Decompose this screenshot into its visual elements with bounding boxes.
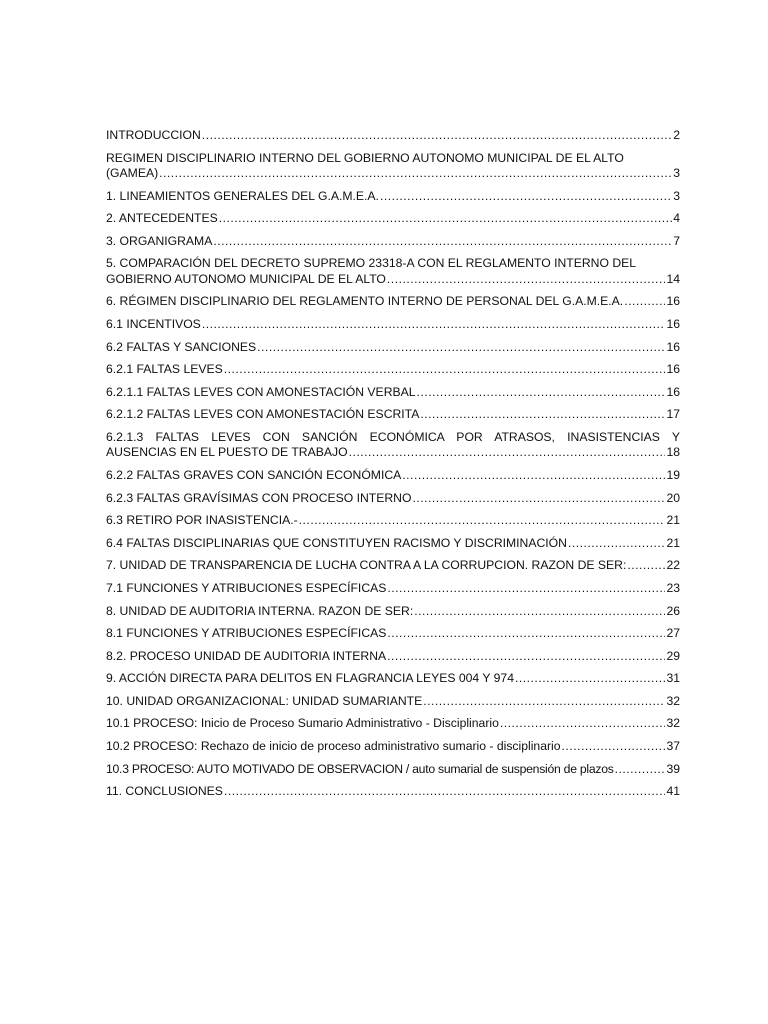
toc-entry-organigrama[interactable] xyxy=(106,234,680,249)
toc-entry-page: 4 xyxy=(673,211,680,226)
toc-entry-sancion-economica-atrasos[interactable] xyxy=(106,430,680,461)
toc-entry-conclusiones[interactable] xyxy=(106,784,680,799)
toc-entry-title: 1. LINEAMIENTOS GENERALES DEL G.A.M.E.A. xyxy=(106,188,379,203)
toc-entry-page: 32 xyxy=(666,716,680,731)
toc-entry-page: 22 xyxy=(666,558,680,573)
toc-entry-regimen-reglamento[interactable] xyxy=(106,294,680,309)
toc-entry-amonestacion-escrita[interactable] xyxy=(106,407,680,422)
toc-entry-page: 2 xyxy=(673,128,680,142)
toc-entry-title: 6.2.1.1 FALTAS LEVES CON AMONESTACIÓN VERBAL xyxy=(106,384,416,399)
toc-entry-amonestacion-verbal[interactable] xyxy=(106,385,680,400)
dot-leader xyxy=(500,716,666,731)
toc-entry-title: 6.2.2 FALTAS GRAVES CON SANCIÓN ECONÓMICA xyxy=(106,467,402,482)
dot-leader xyxy=(224,362,666,377)
dot-leader xyxy=(414,604,665,619)
toc-entry-title: 9. ACCIÓN DIRECTA PARA DELITOS EN FLAGRANCIA LEYES 004 Y 974 xyxy=(106,671,514,686)
toc-entry-page: 16 xyxy=(666,362,680,377)
toc-entry-faltas-gravisimas[interactable] xyxy=(106,491,680,506)
toc-entry-auditoria-interna[interactable] xyxy=(106,604,680,619)
toc-entry-title: 10.1 PROCESO: Inicio de Proceso Sumario Administrativo - Disciplinario xyxy=(106,716,499,731)
toc-entry-faltas-graves[interactable] xyxy=(106,468,680,483)
table-of-contents xyxy=(106,128,680,807)
dot-leader xyxy=(387,626,665,641)
toc-entry-introduccion[interactable] xyxy=(106,128,680,143)
dot-leader xyxy=(420,407,665,422)
toc-entry-page: 16 xyxy=(666,294,680,309)
dot-leader xyxy=(387,649,665,664)
dot-leader xyxy=(402,468,665,483)
toc-entry-faltas-leves[interactable] xyxy=(106,362,680,377)
toc-entry-proceso-10-2[interactable] xyxy=(106,739,680,754)
toc-entry-title: 7.1 FUNCIONES Y ATRIBUCIONES ESPECÍFICAS xyxy=(106,580,387,595)
toc-entry-title: INTRODUCCION xyxy=(106,128,201,142)
dot-leader xyxy=(219,211,672,226)
toc-entry-title: 8.1 FUNCIONES Y ATRIBUCIONES ESPECÍFICAS xyxy=(106,626,387,641)
toc-entry-title: 10.2 PROCESO: Rechazo de inicio de proceso administrativo sumario - disciplinario xyxy=(106,739,561,754)
dot-leader xyxy=(299,513,666,528)
toc-entry-title: 11. CONCLUSIONES xyxy=(106,784,223,799)
dot-leader xyxy=(257,340,665,355)
toc-entry-proceso-10-3[interactable] xyxy=(106,762,680,777)
toc-entry-page: 18 xyxy=(666,445,680,460)
toc-entry-page: 41 xyxy=(666,784,680,799)
toc-entry-racismo-discriminacion[interactable] xyxy=(106,536,680,551)
dot-leader xyxy=(615,762,666,777)
toc-entry-page: 31 xyxy=(666,671,680,686)
toc-entry-page: 32 xyxy=(666,693,680,708)
toc-entry-page: 16 xyxy=(666,384,680,399)
dot-leader xyxy=(568,536,665,551)
toc-entry-page: 7 xyxy=(673,233,680,248)
toc-entry-title: 6.2.1.2 FALTAS LEVES CON AMONESTACIÓN ESCRITA xyxy=(106,407,420,422)
toc-entry-page: 3 xyxy=(673,188,680,203)
toc-entry-page: 14 xyxy=(666,271,680,286)
toc-entry-title: 6.4 FALTAS DISCIPLINARIAS QUE CONSTITUYEN RACISMO Y DISCRIMINACIÓN xyxy=(106,535,567,550)
dot-leader xyxy=(417,385,666,400)
toc-entry-comparacion-decreto[interactable] xyxy=(106,256,680,287)
dot-leader xyxy=(627,558,665,573)
dot-leader xyxy=(412,491,665,506)
toc-entry-title: AUSENCIAS EN EL PUESTO DE TRABAJO xyxy=(106,445,348,460)
toc-entry-proceso-auditoria[interactable] xyxy=(106,649,680,664)
toc-entry-retiro-inasistencia[interactable] xyxy=(106,513,680,528)
toc-entry-proceso-10-1[interactable] xyxy=(106,716,680,731)
toc-entry-title: 6.1 INCENTIVOS xyxy=(106,316,201,331)
toc-entry-title: 6.3 RETIRO POR INASISTENCIA.- xyxy=(106,513,298,528)
toc-entry-title: 10. UNIDAD ORGANIZACIONAL: UNIDAD SUMARIANTE xyxy=(106,693,423,708)
toc-entry-title: 3. ORGANIGRAMA xyxy=(106,233,213,248)
toc-entry-title: 10.3 PROCESO: AUTO MOTIVADO DE OBSERVACION / auto sumarial de suspensión de plazos xyxy=(106,761,614,776)
dot-leader xyxy=(380,189,672,204)
toc-entry-title-line1: 6.2.1.3 FALTAS LEVES CON SANCIÓN ECONÓMICA POR ATRASOS, INASISTENCIAS Y xyxy=(106,429,680,444)
toc-entry-lineamientos[interactable] xyxy=(106,189,680,204)
toc-entry-funciones-7-1[interactable] xyxy=(106,581,680,596)
toc-entry-page: 21 xyxy=(666,535,680,550)
dot-leader xyxy=(624,294,665,309)
toc-entry-page: 16 xyxy=(666,339,680,354)
toc-entry-title: 2. ANTECEDENTES xyxy=(106,211,218,226)
toc-entry-page: 17 xyxy=(666,407,680,422)
toc-entry-page: 29 xyxy=(666,648,680,663)
dot-leader xyxy=(562,739,666,754)
dot-leader xyxy=(224,784,665,799)
dot-leader xyxy=(159,166,672,181)
toc-entry-accion-directa[interactable] xyxy=(106,671,680,686)
toc-entry-page: 3 xyxy=(673,166,680,180)
toc-entry-page: 20 xyxy=(666,490,680,505)
toc-entry-page: 16 xyxy=(666,316,680,331)
dot-leader xyxy=(387,581,665,596)
toc-entry-title: 6.2.1 FALTAS LEVES xyxy=(106,362,223,377)
dot-leader xyxy=(515,671,665,686)
toc-entry-funciones-8-1[interactable] xyxy=(106,626,680,641)
toc-entry-title: 6. RÉGIMEN DISCIPLINARIO DEL REGLAMENTO INTERNO DE PERSONAL DEL G.A.M.E.A. xyxy=(106,294,624,309)
toc-entry-page: 21 xyxy=(666,513,680,528)
toc-entry-page: 23 xyxy=(666,580,680,595)
toc-entry-page: 27 xyxy=(666,626,680,641)
toc-entry-faltas-sanciones[interactable] xyxy=(106,340,680,355)
dot-leader xyxy=(202,128,672,143)
dot-leader xyxy=(423,694,665,709)
toc-entry-page: 19 xyxy=(666,467,680,482)
toc-entry-antecedentes[interactable] xyxy=(106,211,680,226)
toc-entry-regimen-disciplinario[interactable] xyxy=(106,151,680,182)
dot-leader xyxy=(202,317,666,332)
toc-entry-page: 26 xyxy=(666,603,680,618)
toc-entry-title-line1: REGIMEN DISCIPLINARIO INTERNO DEL GOBIERNO AUTONOMO MUNICIPAL DE EL ALTO xyxy=(106,150,624,165)
toc-entry-unidad-transparencia[interactable] xyxy=(106,558,680,573)
toc-entry-unidad-sumariante[interactable] xyxy=(106,694,680,709)
toc-entry-title: 7. UNIDAD DE TRANSPARENCIA DE LUCHA CONTRA A LA CORRUPCION. RAZON DE SER: xyxy=(106,558,627,573)
toc-entry-title: 8.2. PROCESO UNIDAD DE AUDITORIA INTERNA xyxy=(106,648,387,663)
toc-entry-title: 6.2.3 FALTAS GRAVÍSIMAS CON PROCESO INTERNO xyxy=(106,490,412,505)
toc-entry-title: 6.2 FALTAS Y SANCIONES xyxy=(106,339,257,354)
toc-entry-title: GOBIERNO AUTONOMO MUNICIPAL DE EL ALTO xyxy=(106,271,386,286)
toc-entry-page: 37 xyxy=(666,739,680,754)
dot-leader xyxy=(213,234,672,249)
toc-entry-title: 8. UNIDAD DE AUDITORIA INTERNA. RAZON DE SER: xyxy=(106,603,414,618)
toc-entry-title: (GAMEA) xyxy=(106,166,159,180)
dot-leader xyxy=(349,445,666,460)
dot-leader xyxy=(387,272,666,287)
toc-entry-page: 39 xyxy=(666,761,680,776)
toc-entry-incentivos[interactable] xyxy=(106,317,680,332)
toc-entry-title-line1: 5. COMPARACIÓN DEL DECRETO SUPREMO 23318-A CON EL REGLAMENTO INTERNO DEL xyxy=(106,256,637,271)
